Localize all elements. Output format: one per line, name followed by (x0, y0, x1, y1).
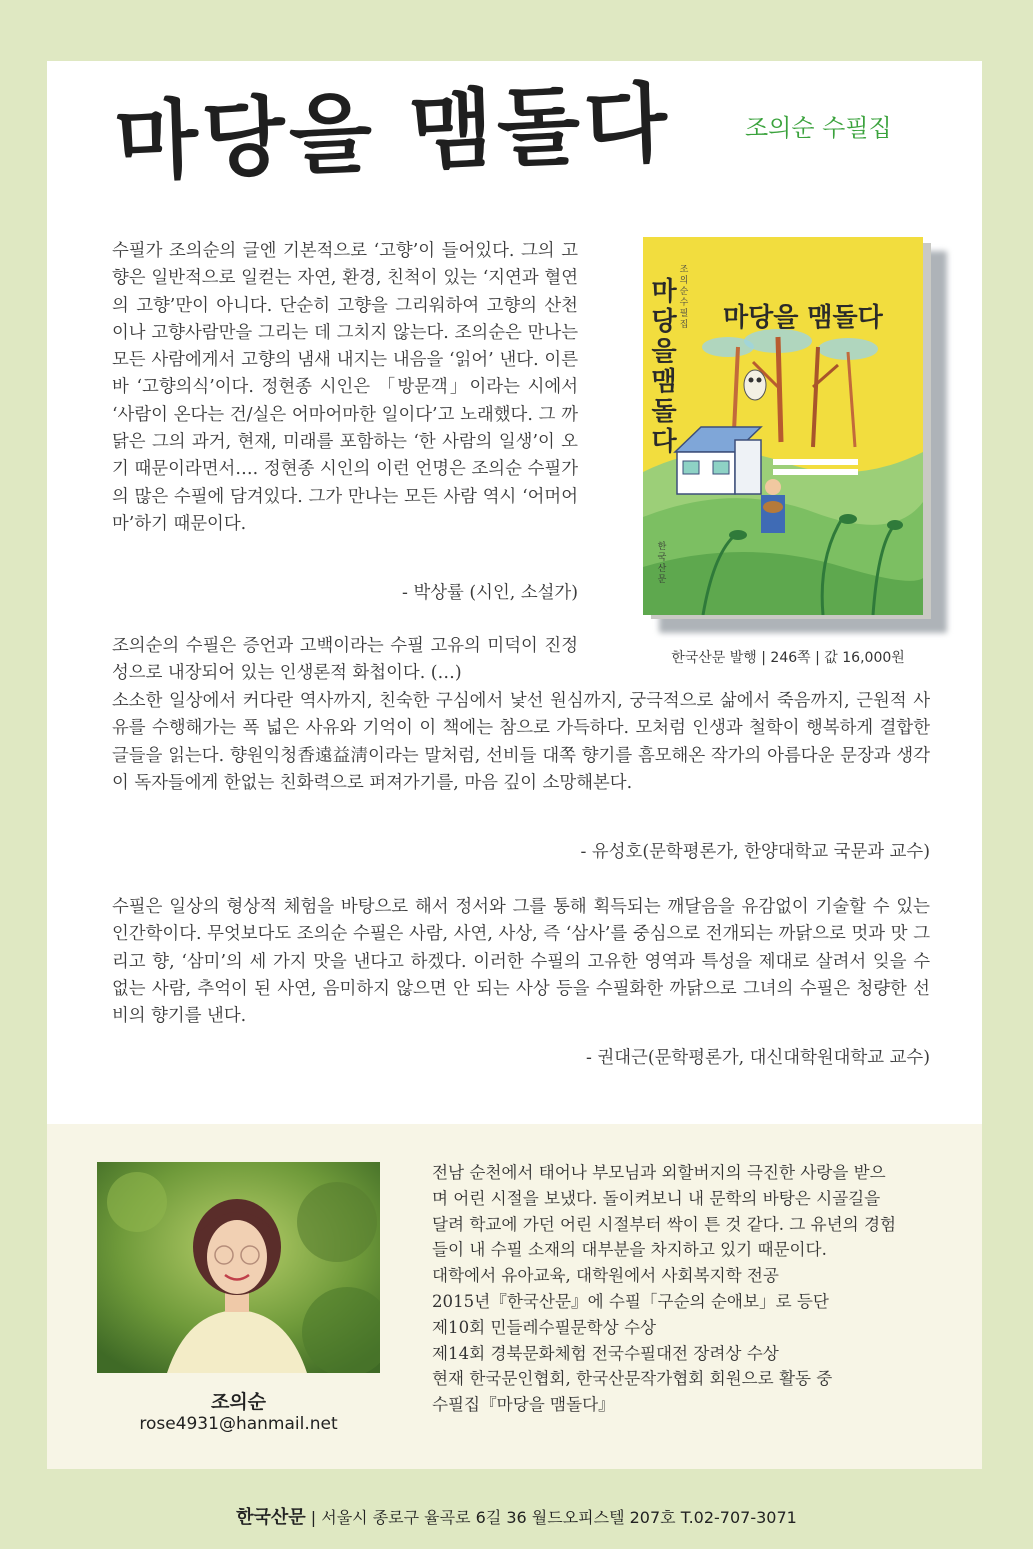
review-2-text-b: 소소한 일상에서 커다란 역사까지, 친숙한 구심에서 낯선 원심까지, 궁극적으로 삶에서 죽음까지, 근원적 사유를 수행해가는 폭 넓은 사유와 기억이 이 책에는 참으로 가득하다. 모처럼 인생과 철학이 행복하게 결합한 글들을 읽는다. 향원익청香遠益淸이라는 말처럼, 선비들 대쪽 향기를 흠모해온 작가의 아름다운 문장과 생각이 독자들에게 한없는 친화력으로 퍼져가기를, 마음 깊이 소망해본다. (112, 691, 930, 793)
spine-title: 마당을 맴돌다 (651, 277, 677, 457)
review-3-text: 수필은 일상의 형상적 체험을 바탕으로 해서 정서와 그를 통해 획득되는 깨달음을 유감없이 기술할 수 있는 인간학이다. 무엇보다도 조의순 수필은 사람, 사연, 사상, 즉 ‘삼사’를 중심으로 전개되는 까닭으로 멋과 맛 그리고 향, ‘삼미’의 세 가지 맛을 낸다고 하겠다. 이러한 수필의 고유한 영역과 특성을 제대로 살려서 잊을 수 없는 사람, 추억이 된 사연, 음미하지 않으면 안 되는 사상 등을 수필화한 까닭으로 그녀의 수필은 청량한 선비의 향기를 낸다. (112, 897, 930, 1027)
bio-line: 전남 순천에서 태어나 부모님과 외할버지의 극진한 사랑을 받으 (432, 1163, 886, 1182)
bio-line: 2015년『한국산문』에 수필「구순의 순애보」로 등단 (432, 1291, 829, 1311)
footer (0, 1503, 1033, 1529)
bio-line: 제14회 경북문화체험 전국수필대전 장려상 수상 (432, 1343, 779, 1363)
author-email[interactable]: rose4931@hanmail.net (139, 1414, 338, 1434)
cover-title: 마당을 맴돌다 (723, 303, 883, 333)
review-2-text-a: 조의순의 수필은 증언과 고백이라는 수필 고유의 미덕이 진정성으로 내장되어 있는 인생론적 화첩이다. (…) (112, 636, 578, 684)
footer-address: | 서울시 종로구 율곡로 6길 36 월드오피스텔 207호 T.02-707-3071 (310, 1508, 797, 1527)
bio-line: 제10회 민들레수필문학상 수상 (432, 1317, 657, 1337)
footer-publisher: 한국산문 (236, 1507, 306, 1528)
main-title: 마당을 맴돌다 (113, 73, 673, 193)
review-3-attribution: - 권대근(문학평론가, 대신대학원대학교 교수) (586, 1048, 930, 1068)
author-bio (432, 1160, 932, 1418)
bio-line: 현재 한국문인협회, 한국산문작가협회 회원으로 활동 중 (432, 1369, 833, 1389)
review-2-attribution: - 유성호(문학평론가, 한양대학교 국문과 교수) (580, 842, 930, 862)
author-photo (97, 1162, 380, 1373)
review-1-text: 수필가 조의순의 글엔 기본적으로 ‘고향’이 들어있다. 그의 고향은 일반적으로 일컫는 자연, 환경, 친척이 있는 ‘지연과 혈연의 고향’만이 아니다. 단순히 고향을 그리워하여 고향의 산천이나 고향사람만을 그리는 데 그치지 않는다. 조의순은 만나는 모든 사람에게서 고향의 냄새 내지는 내음을 ‘읽어’ 낸다. 이른바 ‘고향의식’이다. 정현종 시인은 「방문객」이라는 시에서 ‘사람이 온다는 건/실은 어마어마한 일이다’고 노래했다. 그 까닭은 그의 과거, 현재, 미래를 포함하는 ‘한 사람의 일생’이 오기 때문이라면서…. 정현종 시인의 이런 언명은 조의순 수필가의 많은 수필에 담겨있다. 그가 만나는 모든 사람 역시 ‘어머어마’하기 때문이다. (112, 241, 578, 534)
spine-publisher: 한국산문 (657, 542, 667, 585)
review-1-attribution: - 박상률 (시인, 소설가) (402, 583, 578, 603)
bio-line: 며 어린 시절을 보냈다. 돌이켜보니 내 문학의 바탕은 시골길을 (432, 1188, 881, 1208)
bio-line: 들이 내 수필 소재의 대부분을 차지하고 있기 때문이다. (432, 1240, 827, 1260)
book-meta: 한국산문 발행 | 246쪽 | 값 16,000원 (671, 650, 905, 666)
subtitle: 조의순 수필집 (745, 114, 892, 142)
book-cover-image (643, 237, 943, 632)
author-name: 조의순 (210, 1391, 267, 1413)
bio-line: 수필집『마당을 맴돌다』 (432, 1395, 615, 1415)
bio-line: 대학에서 유아교육, 대학원에서 사회복지학 전공 (432, 1266, 779, 1286)
spine-author: 조의순 수필집 (679, 265, 689, 330)
bio-line: 달려 학교에 가던 어린 시절부터 싹이 튼 것 같다. 그 유년의 경험 (432, 1214, 897, 1234)
book-cover (643, 237, 923, 615)
